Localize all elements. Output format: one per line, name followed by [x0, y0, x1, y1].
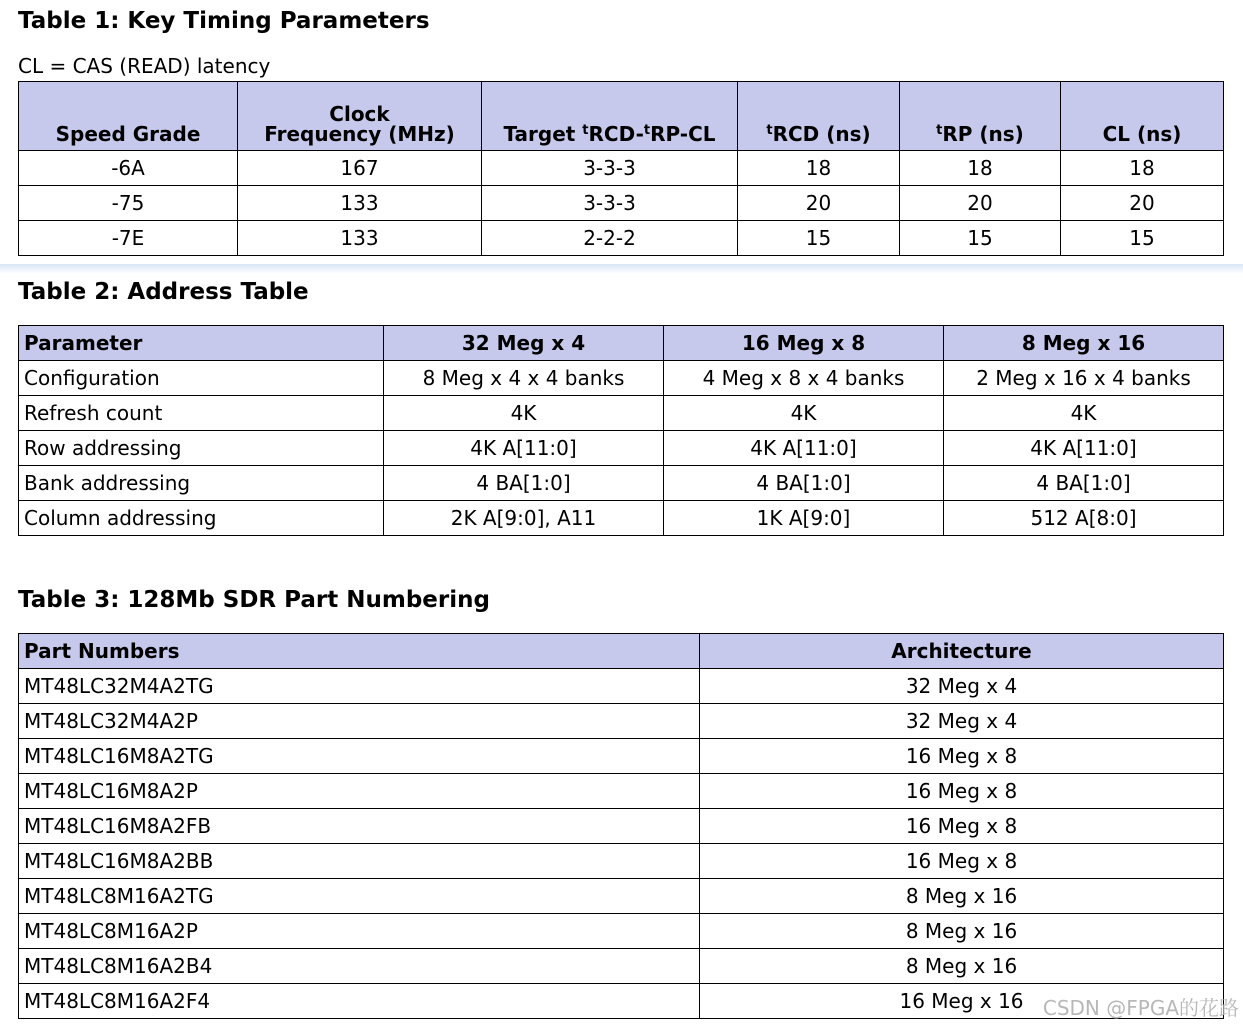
table-row — [19, 879, 1224, 914]
cell: 2K A[9:0], A11 — [384, 501, 664, 536]
header-trcd-label: RCD (ns) — [772, 122, 871, 146]
cell: 4K A[11:0] — [944, 431, 1224, 466]
table-row — [19, 396, 1224, 431]
header-architecture: Architecture — [700, 634, 1224, 669]
cell: MT48LC16M8A2BB — [19, 844, 700, 879]
cell: MT48LC16M8A2P — [19, 774, 700, 809]
header-part-numbers: Part Numbers — [19, 634, 700, 669]
watermark: CSDN @FPGA的花路 — [1042, 996, 1239, 1020]
cell: Configuration — [19, 361, 384, 396]
table-row — [19, 501, 1224, 536]
cell: 16 Meg x 16 — [700, 984, 1224, 1019]
cell: Row addressing — [19, 431, 384, 466]
cell: 18 — [738, 151, 900, 186]
header-target — [482, 82, 738, 151]
cell: 512 A[8:0] — [944, 501, 1224, 536]
header-trcd-t: t — [766, 123, 773, 138]
table-row — [19, 466, 1224, 501]
cell: 15 — [1061, 221, 1224, 256]
cell: MT48LC16M8A2TG — [19, 739, 700, 774]
cell: 16 Meg x 8 — [700, 774, 1224, 809]
header-speed-grade: Speed Grade — [19, 82, 238, 151]
table-row — [19, 431, 1224, 466]
table-row — [19, 739, 1224, 774]
header-16meg-x8: 16 Meg x 8 — [664, 326, 944, 361]
cell: 20 — [900, 186, 1061, 221]
cell: MT48LC32M4A2TG — [19, 669, 700, 704]
cell: 15 — [900, 221, 1061, 256]
cell: MT48LC32M4A2P — [19, 704, 700, 739]
cell: 8 Meg x 16 — [700, 949, 1224, 984]
cell: 4K — [944, 396, 1224, 431]
cell: 4K A[11:0] — [664, 431, 944, 466]
table-header-row — [19, 326, 1224, 361]
cell: MT48LC8M16A2F4 — [19, 984, 700, 1019]
cell: 133 — [238, 221, 482, 256]
header-target-mid: RCD- — [588, 122, 644, 146]
cell: 18 — [900, 151, 1061, 186]
cell: MT48LC8M16A2B4 — [19, 949, 700, 984]
cell: 2-2-2 — [482, 221, 738, 256]
table-header-row — [19, 634, 1224, 669]
table1-note: CL = CAS (READ) latency — [18, 54, 271, 78]
cell: 4 Meg x 8 x 4 banks — [664, 361, 944, 396]
header-target-end: RP-CL — [650, 122, 716, 146]
table-row — [19, 949, 1224, 984]
header-clock-frequency — [238, 82, 482, 151]
table1-title: Table 1: Key Timing Parameters — [18, 8, 430, 34]
cell: 18 — [1061, 151, 1224, 186]
cell: -7E — [19, 221, 238, 256]
cell: -6A — [19, 151, 238, 186]
header-parameter: Parameter — [19, 326, 384, 361]
cell: 15 — [738, 221, 900, 256]
table-row — [19, 809, 1224, 844]
cell: MT48LC16M8A2FB — [19, 809, 700, 844]
cell: 20 — [738, 186, 900, 221]
cell: 133 — [238, 186, 482, 221]
cell: MT48LC8M16A2TG — [19, 879, 700, 914]
cell: 4 BA[1:0] — [384, 466, 664, 501]
cell: 167 — [238, 151, 482, 186]
header-clock-line1: Clock — [329, 102, 390, 126]
cell: 16 Meg x 8 — [700, 844, 1224, 879]
cell: 4K A[11:0] — [384, 431, 664, 466]
header-target-t1: t — [582, 123, 589, 138]
cell: Bank addressing — [19, 466, 384, 501]
timing-parameters-table — [18, 81, 1224, 256]
table-row — [19, 774, 1224, 809]
address-table — [18, 325, 1224, 536]
cell: 3-3-3 — [482, 151, 738, 186]
table-row — [19, 669, 1224, 704]
table-row — [19, 914, 1224, 949]
header-trp — [900, 82, 1061, 151]
cell: 3-3-3 — [482, 186, 738, 221]
cell: 4 BA[1:0] — [944, 466, 1224, 501]
cell: -75 — [19, 186, 238, 221]
cell: 8 Meg x 16 — [700, 879, 1224, 914]
cell: 1K A[9:0] — [664, 501, 944, 536]
part-numbering-table — [18, 633, 1224, 1019]
cell: MT48LC8M16A2P — [19, 914, 700, 949]
header-trp-t: t — [936, 123, 943, 138]
header-cl: CL (ns) — [1061, 82, 1224, 151]
table3-title: Table 3: 128Mb SDR Part Numbering — [18, 587, 490, 613]
cell: 32 Meg x 4 — [700, 669, 1224, 704]
cell: 32 Meg x 4 — [700, 704, 1224, 739]
cell: 4K — [664, 396, 944, 431]
cell: 8 Meg x 16 — [700, 914, 1224, 949]
header-target-t2: t — [643, 123, 651, 138]
cell: 16 Meg x 8 — [700, 739, 1224, 774]
table-row — [19, 704, 1224, 739]
table-header-row — [19, 82, 1224, 151]
table2-title: Table 2: Address Table — [18, 279, 309, 305]
header-clock-line2: Frequency (MHz) — [264, 122, 455, 146]
table-row — [19, 221, 1224, 256]
cell: 20 — [1061, 186, 1224, 221]
cell: 4K — [384, 396, 664, 431]
cell: 16 Meg x 8 — [700, 809, 1224, 844]
header-trp-label: RP (ns) — [942, 122, 1024, 146]
header-target-prefix: Target — [503, 122, 583, 146]
table-row — [19, 186, 1224, 221]
cell: 2 Meg x 16 x 4 banks — [944, 361, 1224, 396]
header-8meg-x16: 8 Meg x 16 — [944, 326, 1224, 361]
cell: Refresh count — [19, 396, 384, 431]
table-row — [19, 844, 1224, 879]
cell: Column addressing — [19, 501, 384, 536]
cell: 8 Meg x 4 x 4 banks — [384, 361, 664, 396]
section-divider — [0, 264, 1243, 274]
cell: 4 BA[1:0] — [664, 466, 944, 501]
header-32meg-x4: 32 Meg x 4 — [384, 326, 664, 361]
table-row — [19, 361, 1224, 396]
header-trcd — [738, 82, 900, 151]
table-row — [19, 151, 1224, 186]
